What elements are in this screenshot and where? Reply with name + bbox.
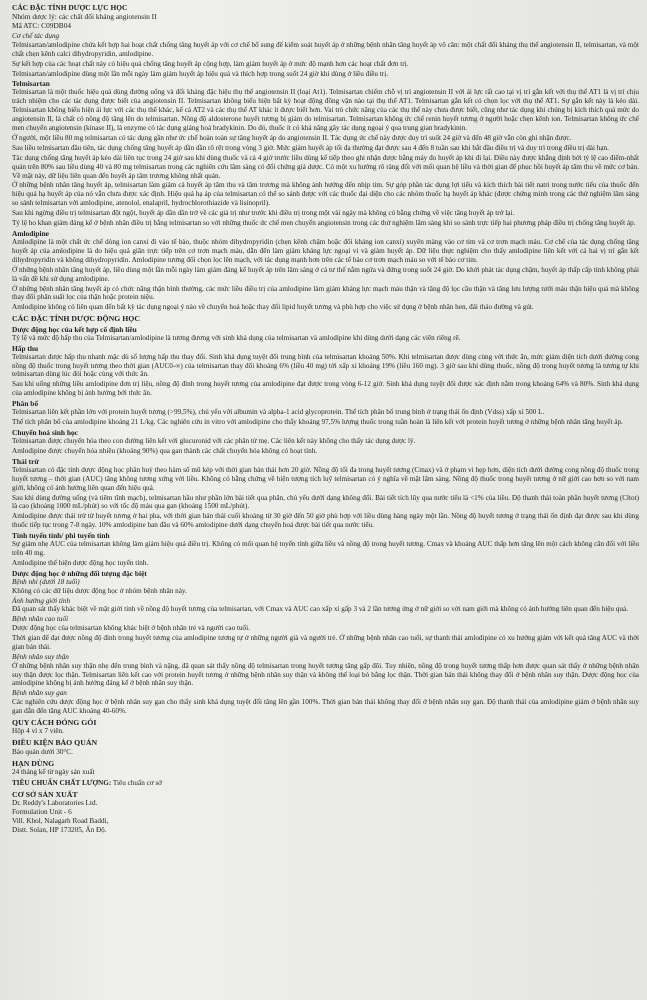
- manufacturer-line: Distt. Solan, HP 173205, Ấn Độ.: [12, 826, 107, 835]
- pharmacokinetics-heading: CÁC ĐẶC TÍNH DƯỢC ĐỘNG HỌC: [12, 314, 141, 324]
- atc-code: Mã ATC: C09DB04: [12, 21, 72, 30]
- elimination-heading: Thải trừ: [12, 456, 39, 466]
- telmisartan-paragraph: Telmisartan là một thuốc hiệu quả dùng đường uống và đối kháng đặc hiệu thụ thể angiotensin II (loại At1). Telmisartan chiếm chỗ vị trí angiotensin II với ái lực rất cao tại vị trí gắn kết với thụ thể AT1 là vị trí chịu trách nhiệm cho các tác dụng được biết của angiotensin II. Telmisartan không biểu hiện bất kỳ hoạt động đồng vận nào tại thụ thể AT1. Telmisartan gắn kết có chọn lọc với thụ thể AT1. Sự gắn kết này là kéo dài. Telmisartan không biểu hiện ái lực với các thụ thể khác, kể cả AT2 và các thụ thể AT khác ít được biết hơn. Vai trò chức năng của các thụ thể này chưa được biết, cũng như tác dụng khi chúng bị kích thích quá mức do angiotensin II, là chất có nồng độ tăng lên do telmisartan. Nồng độ aldosterone huyết tương bị giảm do telmisartan. Telmisartan không ức chế renin huyết tương ở người hoặc chẹn kênh ion. Telmisartan không ức chế men chuyển angiotensin (kinase II), là enzyme có tác dụng giáng hoá bradykinin. Do đó, thuốc ít có khả năng gây tác dụng ngoại ý qua trung gian bradykinin.: [12, 88, 639, 133]
- absorption-heading: Hấp thu: [12, 343, 39, 353]
- manufacturer-heading: CƠ SỞ SẢN XUẤT: [12, 789, 78, 799]
- packaging-text: Hộp 4 vỉ x 7 viên.: [12, 727, 64, 736]
- manufacturer-line: Formulation Unit - 6: [12, 808, 72, 817]
- telmisartan-paragraph: Sau khi ngừng điều trị telmisartan đột ngột, huyết áp dần dần trở về các giá trị như trước khi điều trị trong một vài ngày mà không có bằng chứng về việc tăng huyết áp trở lại.: [12, 209, 515, 218]
- fdc-paragraph: Tỷ lệ và mức độ hấp thu của Telmisartan/amlodipine là tương đương với sinh khả dụng của telmisartan và amlodipine khi dùng dưới dạng các viên riêng rẽ.: [12, 333, 461, 342]
- linearity-heading: Tính tuyến tính/ phi tuyến tính: [12, 531, 110, 541]
- telmisartan-paragraph: Ở người, một liều 80 mg telmisartan có tác dụng gần như ức chế hoàn toàn sự tăng huyết áp do angiotensin II. Tác dụng ức chế này được duy trì suốt 24 giờ và đến 48 giờ vẫn còn ghi nhận được.: [12, 133, 572, 142]
- mechanism-heading: Cơ chế tác dụng: [12, 32, 60, 40]
- amlodipine-paragraph: Amlodipine không có liên quan đến bất kỳ tác dụng ngoại ý nào về chuyển hoá hoặc thay đổi lipid huyết tương và phù hợp cho việc sử dụng ở bệnh nhân hen, đái tháo đường và gút.: [12, 303, 534, 312]
- telmisartan-paragraph: Tỷ lệ ho khan giảm đáng kể ở bệnh nhân điều trị bằng telmisartan so với những thuốc ức chế men chuyển angiotensin trong các thử nghiệm lâm sàng khi so sánh trực tiếp hai phương pháp điều trị chống tăng huyết áp.: [12, 219, 636, 228]
- shelf-life-heading: HẠN DÙNG: [12, 758, 55, 768]
- biotransformation-heading: Chuyển hoá sinh học: [12, 428, 78, 438]
- mechanism-paragraph: Telmisartan/amlodipine chứa kết hợp hai hoạt chất chống tăng huyết áp với cơ chế bổ sung để kiểm soát huyết áp ở những bệnh nhân tăng huyết áp vô căn: một chất đối kháng thụ thể angiotensin II, telmisartan, và một chất chẹn kênh calci dihydropyridin, amlodipine.: [12, 40, 639, 58]
- linearity-paragraph: Sự giảm nhẹ AUC của telmisartan không làm giảm hiệu quả điều trị. Không có mối quan hệ tuyến tính giữa liều và nồng độ trong huyết tương. Cmax và khoảng AUC thấp hơn tăng lên một cách không cân đối với liều trên 40 mg.: [12, 540, 639, 558]
- packaging-heading: QUY CÁCH ĐÓNG GÓI: [12, 717, 97, 727]
- elimination-paragraph: Telmisartan có đặc tính dược động học phân huỷ theo hàm số mũ kép với thời gian bán thải hơn 20 giờ. Nồng độ tối đa trong huyết tương (Cmax) và ở phạm vi hẹp hơn, diện tích dưới đường cong nồng độ thuốc trong huyết tương – thời gian (AUC) tăng không tương xứng với liều. Không có bằng chứng về hiện tượng tích luỹ telmisartan có ý nghĩa về mặt lâm sàng. Nồng độ thuốc trong huyết tương ở nữ giới cao hơn so với nam giới, không có ảnh hưởng liên quan đến hiệu quả.: [12, 465, 639, 492]
- pediatric-paragraph: Không có các dữ liệu dược động học ở nhóm bệnh nhân này.: [12, 586, 187, 595]
- elimination-paragraph: Amlodipine được thải trừ từ huyết tương ở hai pha, với thời gian bán thải cuối khoảng từ 30 giờ đến 50 giờ phù hợp với liều dùng hàng ngày một lần. Nồng độ huyết tương ở trạng thái ổn định đạt được sau khi dùng thuốc tiếp tục trong 7-8 ngày. 10% amlodipine ban đầu và 60% amlodipine dưới dạng chuyển hoá được bài tiết qua nước tiểu.: [12, 512, 639, 530]
- distribution-heading: Phân bố: [12, 399, 39, 409]
- biotransformation-paragraph: Amlodipine được chuyển hóa nhiều (khoảng 90%) qua gan thành các chất chuyển hóa không có hoạt tính.: [12, 446, 318, 455]
- telmisartan-paragraph: Tác dụng chống tăng huyết áp kéo dài liên tục trong 24 giờ sau khi dùng thuốc và cả 4 giờ trước liều dùng kế tiếp theo ghi nhận được bằng máy đo huyết áp khi đi lại. Điều này được khẳng định bởi tỷ lệ cao điểm-nhất quán trên 80% sau liều dùng 40 và 80 mg telmisartan trong các nghiên cứu lâm sàng có đối chứng giả dược. Có một xu hướng rõ ràng đối với mối quan hệ liều và thời gian để phục hồi huyết áp tâm thu về mức cơ bản. Về mặt này, dữ liệu liên quan đến huyết áp tâm trương không nhất quán.: [12, 153, 639, 180]
- mechanism-paragraph: Telmisartan/amlodipine dùng một lần mỗi ngày làm giảm huyết áp hiệu quả và thích hợp trong suốt 24 giờ khi dùng ở liều điều trị.: [12, 69, 388, 78]
- telmisartan-paragraph: Ở những bệnh nhân tăng huyết áp, telmisartan làm giảm cả huyết áp tâm thu và tâm trương mà không ảnh hưởng đến nhịp tim. Sự góp phần tác dụng lợi tiểu và kích thích bài tiết natri trong nước tiểu của thuốc đến hiệu quả hạ huyết áp của nó vẫn chưa được xác định. Hiệu quả hạ áp của telmisartan có thể so sánh được với các thuốc đại diện cho các nhóm thuốc hạ huyết áp khác (được chứng minh trong các thử nghiệm lâm sàng so sánh telmisartan với amlodipine, atenolol, enalapril, hydrochlorothiazide và lisinopril).: [12, 181, 639, 208]
- pediatric-heading: Bệnh nhi (dưới 18 tuổi): [12, 577, 80, 586]
- header-title: CÁC ĐẶC TÍNH DƯỢC LỰC HỌC: [12, 3, 128, 12]
- hepatic-paragraph: Các nghiên cứu dược động học ở bệnh nhân suy gan cho thấy sinh khả dụng tuyệt đối tăng lên gần 100%. Thời gian bán thải không thay đổi ở bệnh nhân suy gan. Độ thanh thải của amlodipine giảm ở bệnh nhân suy gan dẫn đến tăng AUC khoảng 40-60%.: [12, 698, 639, 716]
- pharmacologic-group: Nhóm dược lý: các chất đối kháng angiotensin II: [12, 12, 157, 21]
- mechanism-paragraph: Sự kết hợp của các hoạt chất này có hiệu quả chống tăng huyết áp cộng hợp, làm giảm huyết áp ở mức độ mạnh hơn các hoạt chất đơn trị.: [12, 59, 409, 68]
- manufacturer-line: Vill. Khol, Nalagarh Road Baddi,: [12, 817, 109, 826]
- amlodipine-heading: Amlodipine: [12, 229, 49, 239]
- amlodipine-paragraph: Amlodipine là một chất ức chế dòng ion canxi đi vào tế bào, thuộc nhóm dihydropyridin (chẹn kênh chậm hoặc đối kháng ion canxi) xuyên màng vào cơ tim và cơ trơn mạch máu. Cơ chế của tác dụng chống tăng huyết áp của amlodipine là do hiệu quả giãn trực tiếp trên cơ trơn mạch máu, dẫn đến làm giảm kháng lực ngoại vi và giảm huyết áp. Dữ liệu thực nghiệm cho thấy amlodipine liên kết với cả hai vị trí gắn kết dihydropyridin và không dihydropyridin. Amlodipine tương đối chọn lọc lên mạch, với tác dụng mạnh hơn trên các tế bào cơ trơn mạch máu so với tế bào cơ tim.: [12, 238, 639, 264]
- telmisartan-heading: Telmisartan: [12, 79, 50, 89]
- elderly-heading: Bệnh nhân cao tuổi: [12, 615, 69, 624]
- elimination-paragraph: Sau khi dùng đường uống (và tiêm tĩnh mạch), telmisartan hầu như phần lớn bài tiết qua phân, chủ yếu dưới dạng không đổi. Bài tiết tích lũy qua nước tiểu là <1% của liều. Độ thanh thải toàn phần huyết tương (Cltot) là cao (khoảng 1000 mL/phút) so với tốc độ máu qua gan (khoảng 1500 mL/phút).: [12, 493, 639, 511]
- renal-heading: Bệnh nhân suy thận: [12, 652, 69, 661]
- elderly-paragraph: Thời gian để đạt được nồng độ đỉnh trong huyết tương của amlodipine tương tự ở những người già và người trẻ. Ở những bệnh nhân cao tuổi, sự thanh thải amlodipine có xu hướng giảm với kết quả tăng AUC và thời gian bán thải.: [12, 634, 639, 651]
- linearity-paragraph: Amlodipine thể hiện dược động học tuyến tính.: [12, 558, 149, 567]
- renal-paragraph: Ở những bệnh nhân suy thận nhẹ đến trung bình và nặng, đã quan sát thấy nồng độ telmisartan trong huyết tương tăng gấp đôi. Tuy nhiên, nồng độ trong huyết tương thấp hơn được quan sát thấy ở những bệnh nhân suy thận được lọc thận. Telmisartan liên kết cao với protein huyết tương ở những bệnh nhân suy thận và không thể loại bỏ bằng lọc thận. Thời gian bán thải không thay đổi ở bệnh nhân suy thận. Dược động học của amlodipine không bị ảnh hưởng đáng kể ở bệnh nhân suy thận.: [12, 661, 639, 688]
- gender-heading: Ảnh hưởng giới tính: [12, 596, 71, 605]
- telmisartan-paragraph: Sau liều telmisartan đầu tiên, tác dụng chống tăng huyết áp dần dần rõ rệt trong vòng 3 giờ. Mức giảm huyết áp tối đa thường đạt được sau 4 đến 8 tuần sau khi bắt đầu điều trị và duy trì trong điều trị dài hạn.: [12, 143, 609, 152]
- distribution-paragraph: Thể tích phân bố của amlodipine khoảng 21 L/kg. Các nghiên cứu in vitro với amlodipine cho thấy khoảng 97,5% lượng thuốc trong tuần hoàn là liên kết với protein huyết tương ở những bệnh nhân tăng huyết áp.: [12, 418, 623, 427]
- quality-text: Tiêu chuẩn cơ sở: [111, 778, 162, 787]
- elderly-paragraph: Dược động học của telmisartan không khác biệt ở bệnh nhân trẻ và người cao tuổi.: [12, 624, 250, 633]
- shelf-life-text: 24 tháng kể từ ngày sản xuất: [12, 768, 95, 777]
- quality-standard: [12, 779, 639, 788]
- absorption-paragraph: Sau khi uống những liều amlodipine đơn trị liệu, nồng độ đỉnh trong huyết tương của amlodipine đạt được trong vòng 6-12 giờ. Sinh khả dụng tuyệt đối được xác định nằm trong khoảng 64% và 80%. Sinh khả dụng của amlodipine không bị ảnh hưởng bởi thức ăn.: [12, 380, 639, 398]
- storage-text: Bảo quản dưới 30°C.: [12, 747, 73, 756]
- distribution-paragraph: Telmisartan liên kết phần lớn với protein huyết tương (>99,5%), chủ yếu với albumin và alpha-1 acid glycoprotein. Thể tích phân bố trung bình ở trạng thái ổn định (Vdss) xấp xỉ 500 L.: [12, 408, 545, 417]
- fdc-heading: Dược động học của kết hợp cố định liều: [12, 324, 137, 334]
- amlodipine-paragraph: Ở những bệnh nhân tăng huyết áp có chức năng thận bình thường, các mức liều điều trị của amlodipine làm giảm kháng lực mạch máu thận và tăng độ lọc cầu thận và tăng lưu lượng tưới máu thận hiệu quả mà không thay đổi phân suất lọc của thận hoặc protein niệu.: [12, 284, 639, 302]
- biotransformation-paragraph: Telmisartan được chuyển hóa theo con đường liên kết với glucuronid với các phân tử mẹ. Các liên kết này không cho thấy tác dụng dược lý.: [12, 437, 416, 446]
- hepatic-heading: Bệnh nhân suy gan: [12, 689, 67, 698]
- amlodipine-paragraph: Ở những bệnh nhân tăng huyết áp, liều dùng một lần mỗi ngày làm giảm đáng kể huyết áp trên lâm sàng ở cả tư thế nằm ngửa và đứng trong suốt 24 giờ. Do khởi phát tác dụng chậm, huyết áp thấp cấp tính không phải là vấn đề khi sử dụng amlodipine.: [12, 265, 639, 283]
- storage-heading: ĐIỀU KIỆN BẢO QUẢN: [12, 738, 98, 748]
- special-populations-heading: Dược động học ở những đối tượng đặc biệt: [12, 568, 147, 578]
- manufacturer-line: Dr. Reddy's Laboratories Ltd.: [12, 799, 98, 808]
- absorption-paragraph: Telmisartan được hấp thu nhanh mặc dù số lượng hấp thu thay đổi. Sinh khả dụng tuyệt đối trung bình của telmisartan khoảng 50%. Khi telmisartan được dùng cùng với thức ăn, mức giảm diện tích dưới đường cong nồng độ thuốc trong huyết tương theo thời gian (AUC0-∞) của telmisartan thay đổi khoảng 6% (liều 40 mg) tới xấp xỉ khoảng 19% (liều 160 mg). 3 giờ sau khi dùng thuốc, nồng độ trong huyết tương là tương tự khi telmisartan dùng lúc đói hoặc cùng với thức ăn.: [12, 352, 639, 379]
- quality-heading: TIÊU CHUẨN CHẤT LƯỢNG:: [12, 778, 112, 787]
- gender-paragraph: Đã quan sát thấy khác biệt về mặt giới tính về nồng độ huyết tương của telmisartan, với Cmax và AUC cao xấp xỉ gấp 3 và 2 lần tương ứng ở nữ giới so với nam giới mà không có ảnh hưởng liên quan đến hiệu quả.: [12, 605, 628, 614]
